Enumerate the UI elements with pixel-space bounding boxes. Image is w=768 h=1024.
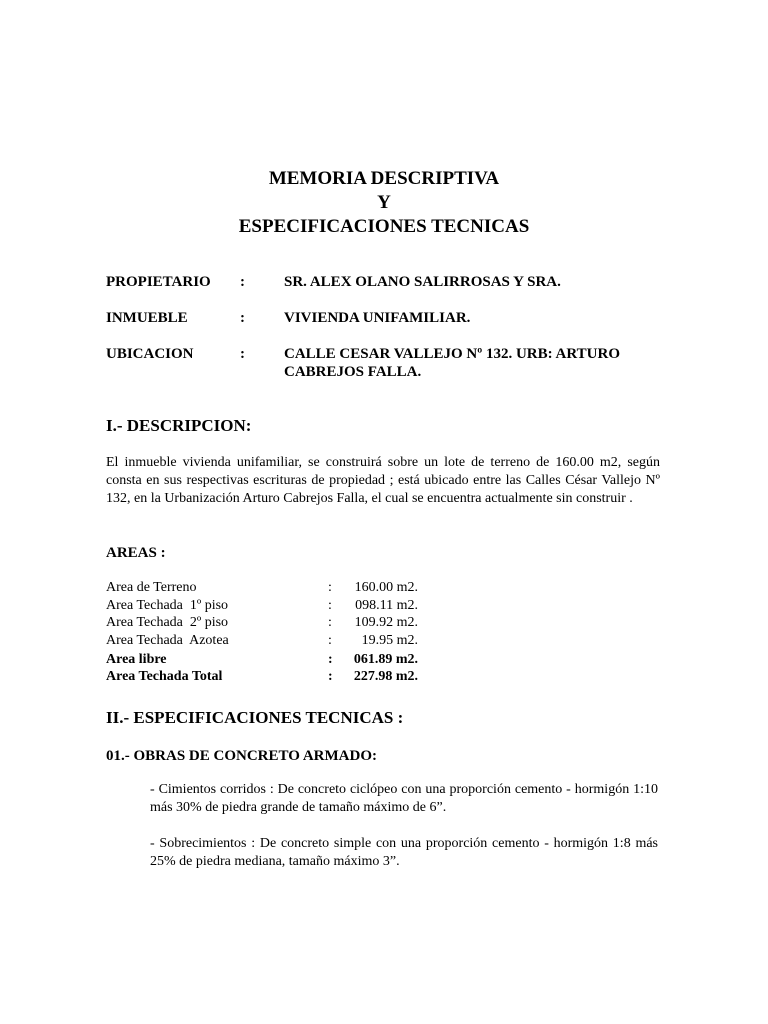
- area-label: Area de Terreno: [106, 580, 197, 595]
- areas-heading: AREAS :: [106, 545, 166, 561]
- field-colon: :: [240, 346, 245, 362]
- area-colon: :: [328, 598, 332, 613]
- field-value: SR. ALEX OLANO SALIRROSAS Y SRA.: [284, 274, 561, 290]
- field-value: CALLE CESAR VALLEJO Nº 132. URB: ARTURO CABREJOS FALLA.: [284, 346, 621, 380]
- field-colon: :: [240, 310, 245, 326]
- area-label: Area libre: [106, 652, 167, 667]
- area-label: Area Techada Azotea: [106, 633, 229, 648]
- area-value: 227.98 m2.: [353, 669, 418, 684]
- document-title-line1: MEMORIA DESCRIPTIVA: [268, 168, 500, 189]
- area-colon: :: [328, 615, 332, 630]
- area-row-total: [106, 668, 426, 686]
- area-colon: :: [328, 669, 333, 684]
- area-colon: :: [328, 580, 332, 595]
- document-title-line3: ESPECIFICACIONES TECNICAS: [238, 216, 530, 237]
- area-value: 109.92 m2.: [354, 615, 418, 630]
- field-value: VIVIENDA UNIFAMILIAR.: [284, 310, 471, 326]
- section-heading-descripcion: I.- DESCRIPCION:: [106, 416, 252, 435]
- area-value: 061.89 m2.: [353, 652, 418, 667]
- area-label: Area Techada 2º piso: [106, 615, 229, 630]
- area-value: 098.11 m2.: [355, 598, 418, 613]
- description-paragraph: El inmueble vivienda unifamiliar, se construirá sobre un lote de terreno de 160.00 m2, según consta en sus respectivas escrituras de propiedad ; está ubicado entre las Calles César Vallejo Nº 132, en la Urbanización Arturo Cabrejos Falla, el cual se encuentra actualmente sin construir .: [106, 455, 660, 506]
- field-label: INMUEBLE: [106, 310, 188, 326]
- field-label: PROPIETARIO: [106, 274, 211, 290]
- area-row: [106, 614, 426, 632]
- area-label: Area Techada Total: [106, 669, 223, 684]
- field-label: UBICACION: [106, 346, 194, 362]
- area-row-libre: [106, 651, 426, 669]
- spec-item-cimientos: - Cimientos corridos : De concreto ciclópeo con una proporción cemento - hormigón 1:10 más 30% de piedra grande de tamaño máximo de 6”.: [150, 782, 658, 815]
- area-value: 19.95 m2.: [361, 633, 418, 648]
- area-label: Area Techada 1º piso: [106, 598, 229, 613]
- subsection-heading-concreto: 01.- OBRAS DE CONCRETO ARMADO:: [106, 748, 377, 764]
- area-row: [106, 597, 426, 615]
- area-row: [106, 579, 426, 597]
- spec-item-sobrecimientos: - Sobrecimientos : De concreto simple con una proporción cemento - hormigón 1:8 más 25% de piedra mediana, tamaño máximo 3”.: [150, 836, 658, 869]
- area-value: 160.00 m2.: [354, 580, 418, 595]
- area-colon: :: [328, 652, 333, 667]
- area-row: [106, 632, 426, 650]
- document-title-line2: Y: [377, 192, 391, 213]
- area-colon: :: [328, 633, 332, 648]
- section-heading-especificaciones: II.- ESPECIFICACIONES TECNICAS :: [106, 708, 404, 727]
- field-colon: :: [240, 274, 245, 290]
